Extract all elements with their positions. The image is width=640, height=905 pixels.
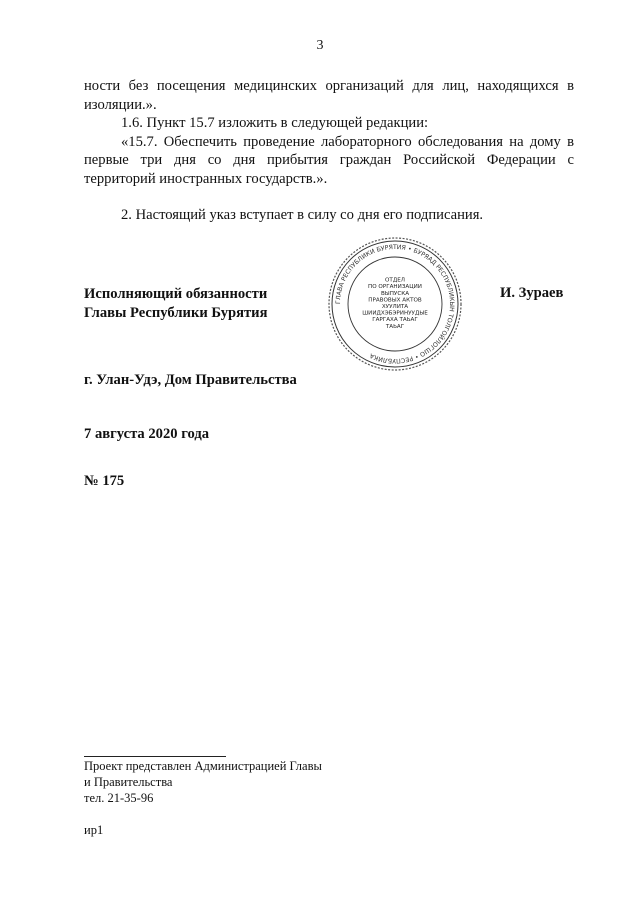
seal-center-line: ВЫПУСКА <box>380 290 410 297</box>
official-seal <box>326 235 464 373</box>
page-number: 3 <box>316 38 324 53</box>
seal-center-line: ШИИДХЭБЭРИНУУДЫЕ <box>362 310 428 317</box>
signatory-name: И. Зураев <box>500 285 564 301</box>
document-body <box>84 77 574 225</box>
footnote-line-1: Проект представлен Администрацией Главы <box>84 759 322 773</box>
document-code: ир1 <box>84 823 104 837</box>
paragraph-2: 2. Настоящий указ вступает в силу со дня его подписания. <box>121 207 484 223</box>
seal-center-line: ПО ОРГАНИЗАЦИИ <box>368 284 422 291</box>
seal-center-line: ГАРГАХА ТАЬАГ <box>372 317 418 324</box>
paragraph-1-6: 1.6. Пункт 15.7 изложить в следующей редакции: <box>121 115 429 131</box>
footnote-line-3: тел. 21-35-96 <box>84 791 154 805</box>
signatory-title <box>84 285 267 323</box>
footnote <box>84 758 322 806</box>
paragraph-continuation: ности без посещения медицинских организаций для лиц, находящихся в изоляции.». <box>84 78 574 113</box>
paragraph-15-7-quote: «15.7. Обеспечить проведение лабораторного обследования на дому в первые три дня со дня прибытия граждан Российской Федерации с территорий иностранных государств.». <box>84 133 574 187</box>
decree-number: № 175 <box>84 473 125 489</box>
seal-center-line: ТАЬАГ <box>385 323 405 330</box>
signatory-title-line-1: Исполняющий обязанности <box>84 286 268 302</box>
place-of-signing: г. Улан-Удэ, Дом Правительства <box>84 372 297 388</box>
footnote-line-2: и Правительства <box>84 775 173 789</box>
signatory-title-line-2: Главы Республики Бурятия <box>84 305 268 321</box>
seal-outer-text: ГЛАВА РЕСПУБЛИКИ БУРЯТИЯ • БУРЯАД РЕСПУБЛИКЫН ТОЛГОЙЛОГШО • РЕСПУБЛИКА <box>334 243 456 365</box>
seal-center-line: ХУУЛИТА <box>381 304 409 310</box>
seal-center-line: ПРАВОВЫХ АКТОВ <box>368 297 422 304</box>
signing-date: 7 августа 2020 года <box>84 426 210 442</box>
seal-center-text <box>362 278 428 330</box>
footnote-divider <box>84 756 226 757</box>
seal-center-line: ОТДЕЛ <box>385 277 405 284</box>
